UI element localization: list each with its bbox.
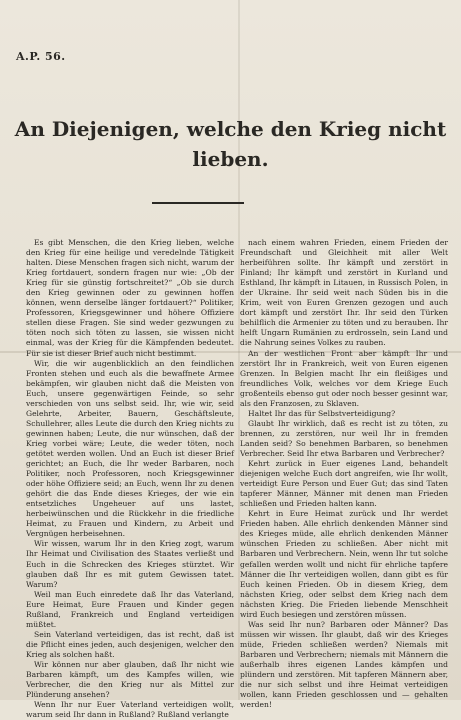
paragraph: Haltet Ihr das für Selbstverteidigung? (248, 408, 396, 418)
document-title (8, 114, 453, 174)
paragraph: Wir wissen, warum Ihr in den Krieg zogt, warum Ihr Heimat und Civilisation des Staates verließt und Euch in die Schrecken des Krieges stürztet. Wir glauben daß Ihr es mit gutem Gewissen tatet. Warum? (26, 539, 234, 589)
paragraph: Sein Vaterland verteidigen, das ist recht, daß ist die Pflicht eines jeden, auch desjenigen, welcher den Krieg als solchen haßt. (26, 629, 234, 659)
paragraph: Es gibt Menschen, die den Krieg lieben, welche den Krieg für eine heilige und veredelnde Tätigkeit halten. Diese Menschen fragen sich nicht, warum der Krieg fortdauert, sondern fragen nur wie: „Ob der Krieg für sie günstig fortschreitet?“ „Ob sie durch den Krieg gewinnen oder zu gewinnen hoffen können, wenn derselbe länger fortdauert?“ Politiker, Professoren, Kriegsgewinner und höhere Offiziere stellen diese Fragen. Sie sind weder gezwungen zu töten noch sich töten zu lassen, sie wissen nicht einmal, was der Krieg für die Kämpfenden bedeutet. Für sie ist dieser Brief auch nicht bestimmt. (26, 238, 234, 358)
paragraph: Weil man Euch einredete daß Ihr das Vaterland, Eure Heimat, Eure Frauen und Kinder gegen Rußland, Frankreich und England verteidigen müßtet. (26, 589, 234, 629)
paragraph: Wenn Ihr nur Euer Vaterland verteidigen wollt, warum seid Ihr dann in Rußland? Rußland verlangte (26, 700, 234, 720)
left-column (26, 238, 234, 720)
right-column (240, 238, 448, 710)
paragraph: nach einem wahren Frieden, einem Frieden der Freundschaft und Gleichheit mit aller Welt herbeiführen sollte. Ihr kämpft und zerstört in Finland; Ihr kämpft und zerstört in Kurland und Esthland, Ihr kämpft in Litauen, in Russisch Polen, in der Ukraine. Ihr seid weit nach Süden bis in die Krim, weit von Euren Grenzen gezogen und auch dort kämpft und zerstört Ihr. Ihr seid den Türken behilflich die Armenier zu töten und zu berauben. Ihr helft Ungarn Rumänien zu erdrosseln, sein Land und die Nahrung seines Volkes zu rauben. (240, 238, 448, 348)
paragraph: Kehrt in Eure Heimat zurück und Ihr werdet Frieden haben. Alle ehrlich denkenden Männer sind des Krieges müde, alle ehrlich denkenden Männer wünschen Frieden zu schließen. Aber nicht mit Barbaren und Verbrechern. Nein, wenn Ihr tut solche gefallen werden wollt und nicht für ehrliche tapfere Männer die Ihr verteidigen wollen, dann gibt es für Euch keinen Frieden. Ob in diesem Krieg, dem nächsten Krieg, oder selbst dem Krieg nach dem nächsten Krieg. Die Frieden liebende Menschheit wird Euch besiegen und zerstören müssen. (240, 509, 448, 619)
title-divider (152, 202, 244, 204)
paragraph: Kehrt zurück in Euer eigenes Land, behandelt diejenigen welche Euch dort angreifen, wie Ihr wollt, verteidigt Eure Person und Euer Gut; das sind Taten tapferer Männer, Männer mit denen man Frieden schließen und Frieden halten kann. (240, 459, 448, 509)
paragraph: An der westlichen Front aber kämpft Ihr und zerstört Ihr in Frankreich, weit von Euren eigenen Grenzen. In Belgien macht Ihr ein fleißiges und freundliches Volk, welches vor dem Kriege Euch großenteils ebenso gut oder noch besser gesinnt war, als den Franzosen, zu Sklaven. (240, 348, 448, 408)
document-reference: A.P. 56. (16, 50, 66, 63)
body-columns (26, 238, 448, 720)
title-line-2: lieben. (192, 147, 269, 171)
paragraph: Glaubt Ihr wirklich, daß es recht ist zu töten, zu brennen, zu zerstören, nur weil Ihr in fremden Landen seid? So benehmen Barbaren, so benehmen Verbrecher. Seid Ihr etwa Barbaren und Verbrecher? (240, 418, 448, 458)
paragraph: Was seid Ihr nun? Barbaren oder Männer? Das müssen wir wissen. Ihr glaubt, daß wir des Krieges müde, Frieden schließen werden? Niemals mit Barbaren und Verbrechern; niemals mit Männern die außerhalb ihres eigenen Landes kämpfen und plündern und zerstören. Mit tapferen Männern aber, die nur sich selbst und ihre Heimat verteidigen wollen, kann Frieden geschlossen und — gehalten werden! (240, 619, 448, 710)
paragraph: Wir, die wir augenblicklich an den feindlichen Fronten stehen und euch als die bewaffnete Armee bekämpfen, wir glauben nicht daß die Meisten von Euch, unsere gegenwärtigen Feinde, so sehr verschieden von uns selbst seid. Ihr, wie wir, seid Gelehrte, Arbeiter, Bauern, Geschäftsleute, Schullehrer, alles Leute die durch den Krieg nichts zu gewinnen haben; Leute, die nur wünschen, daß der Krieg vorbei wäre; Leute, die weder töten, noch getötet werden wollen. Und an Euch ist dieser Brief gerichtet; an Euch, die Ihr weder Barbaren, noch Politiker, noch Professoren, noch Kriegsgewinner oder höhe Offiziere seid; an Euch, wenn Ihr zu denen gehört die das Ende dieses Krieges, der wie ein entsetzliches Ungeheuer auf uns lastet, herbeiwünschen und die Rückkehr in die friedliche Heimat, zu Frauen und Kindern, zu Arbeit und Vergnügen herbeisehnen. (26, 358, 234, 539)
paragraph: Wir können nur aber glauben, daß Ihr nicht wie Barbaren kämpft, um des Kampfes willen, wie Verbrecher, die den Krieg nur als Mittel zur Plünderung ansehen? (26, 659, 234, 700)
title-line-1: An Diejenigen, welche den Krieg nicht (14, 117, 447, 141)
